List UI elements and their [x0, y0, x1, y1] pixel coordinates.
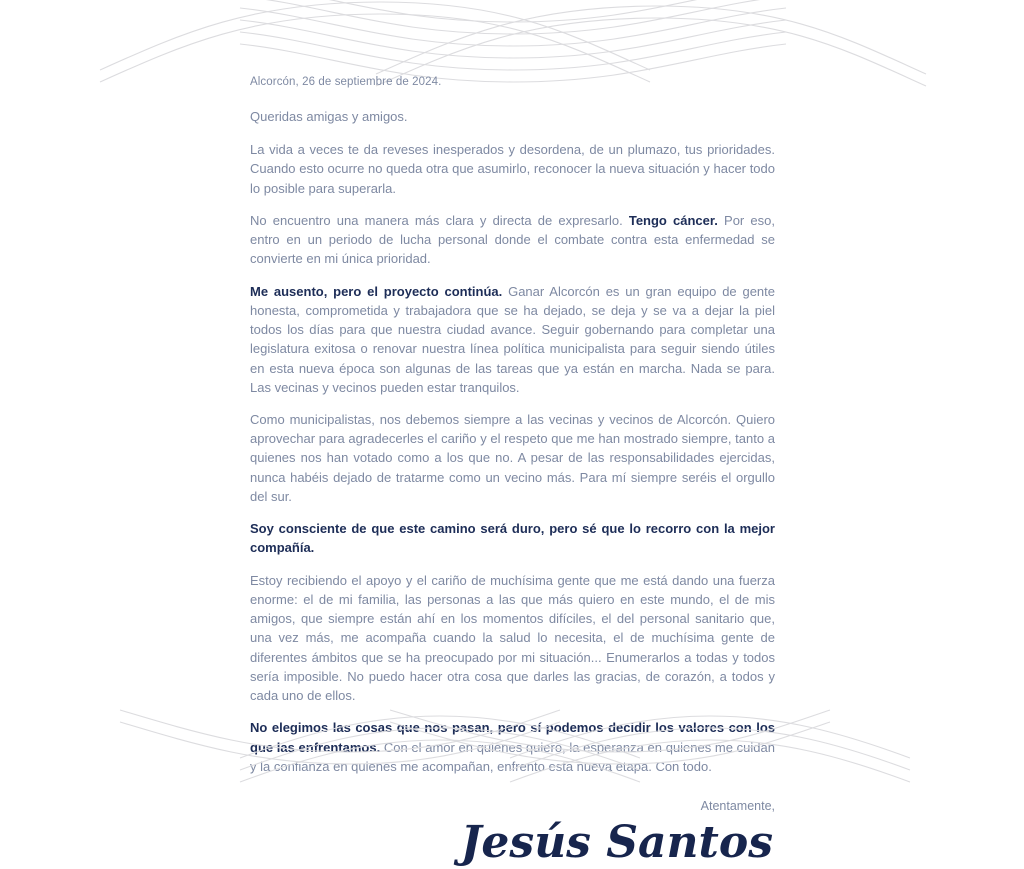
- paragraph-7-emphasis: No elegimos las cosas que nos pasan, pero sí podemos decidir los valores con los que las enfrentamos.: [250, 720, 775, 755]
- signature-name: Jesús Santos: [460, 817, 773, 869]
- closing-block: [250, 798, 775, 869]
- paragraph-2-post: Por eso, entro en un periodo de lucha personal donde el combate contra esta enfermedad se convierte en mi única prioridad.: [250, 212, 775, 267]
- paragraph-7: [250, 718, 775, 776]
- paragraph-2-pre: No encuentro una manera más clara y directa de expresarlo.: [250, 212, 629, 228]
- paragraph-1: La vida a veces te da reveses inesperados y desordena, de un plumazo, tus prioridades. Cuando esto ocurre no queda otra que asumirlo, reconocer la nueva situación y hacer todo lo posible para superarla.: [250, 142, 775, 196]
- salutation: Queridas amigas y amigos.: [250, 108, 408, 124]
- paragraph-4: Como municipalistas, nos debemos siempre a las vecinas y vecinos de Alcorcón. Quiero aprovechar para agradecerles el cariño y el respeto que me han mostrado siempre, tanto a quienes nos han votado como a los que no. A pesar de las responsabilidades ejercidas, nunca habéis dejado de tratarme como un vecino más. Para mí siempre seréis el orgullo del sur.: [250, 411, 775, 504]
- date-line: Alcorcón, 26 de septiembre de 2024.: [250, 76, 442, 88]
- top-wave-decoration: [240, 0, 786, 62]
- paragraph-2: [250, 211, 775, 269]
- paragraph-7-post: Con el amor en quienes quiero, la esperanza en quienes me cuidan y la confianza en quienes me acompañan, enfrento esta nueva etapa. Con todo.: [250, 739, 775, 774]
- paragraph-6: Estoy recibiendo el apoyo y el cariño de muchísima gente que me está dando una fuerza enorme: el de mi familia, las personas a las que más quiero en este mundo, el de mis amigos, que siempre están ahí en los momentos difíciles, el del personal sanitario que, una vez más, me acompaña cuando la salud lo necesita, el de muchísima gente de diferentes ámbitos que se ha preocupado por mi situación... Enumerarlos a todas y todos sería imposible. No puedo hacer otra cosa que darles las gracias, de corazón, a todos y cada uno de ellos.: [250, 572, 775, 704]
- paragraph-3-emphasis: Me ausento, pero el proyecto continúa.: [250, 283, 503, 299]
- signature: [460, 817, 775, 869]
- paragraph-3-post: Ganar Alcorcón es un gran equipo de gente honesta, comprometida y trabajadora que se ha dejado, se deja y se va a dejar la piel todos los días para que nuestra ciudad avance. Seguir gobernando para completar una legislatura exitosa o renovar nuestra línea política municipalista para seguir siendo útiles en esta nueva época son algunas de las tareas que ya están en marcha. Nada se para. Las vecinas y vecinos pueden estar tranquilos.: [250, 283, 775, 395]
- paragraph-2-emphasis: Tengo cáncer.: [628, 212, 718, 228]
- paragraph-5: Soy consciente de que este camino será duro, pero sé que lo recorro con la mejor compañía.: [250, 521, 775, 556]
- valediction: Atentamente,: [700, 798, 775, 813]
- letter-body: [250, 74, 775, 869]
- paragraph-3: [250, 282, 775, 397]
